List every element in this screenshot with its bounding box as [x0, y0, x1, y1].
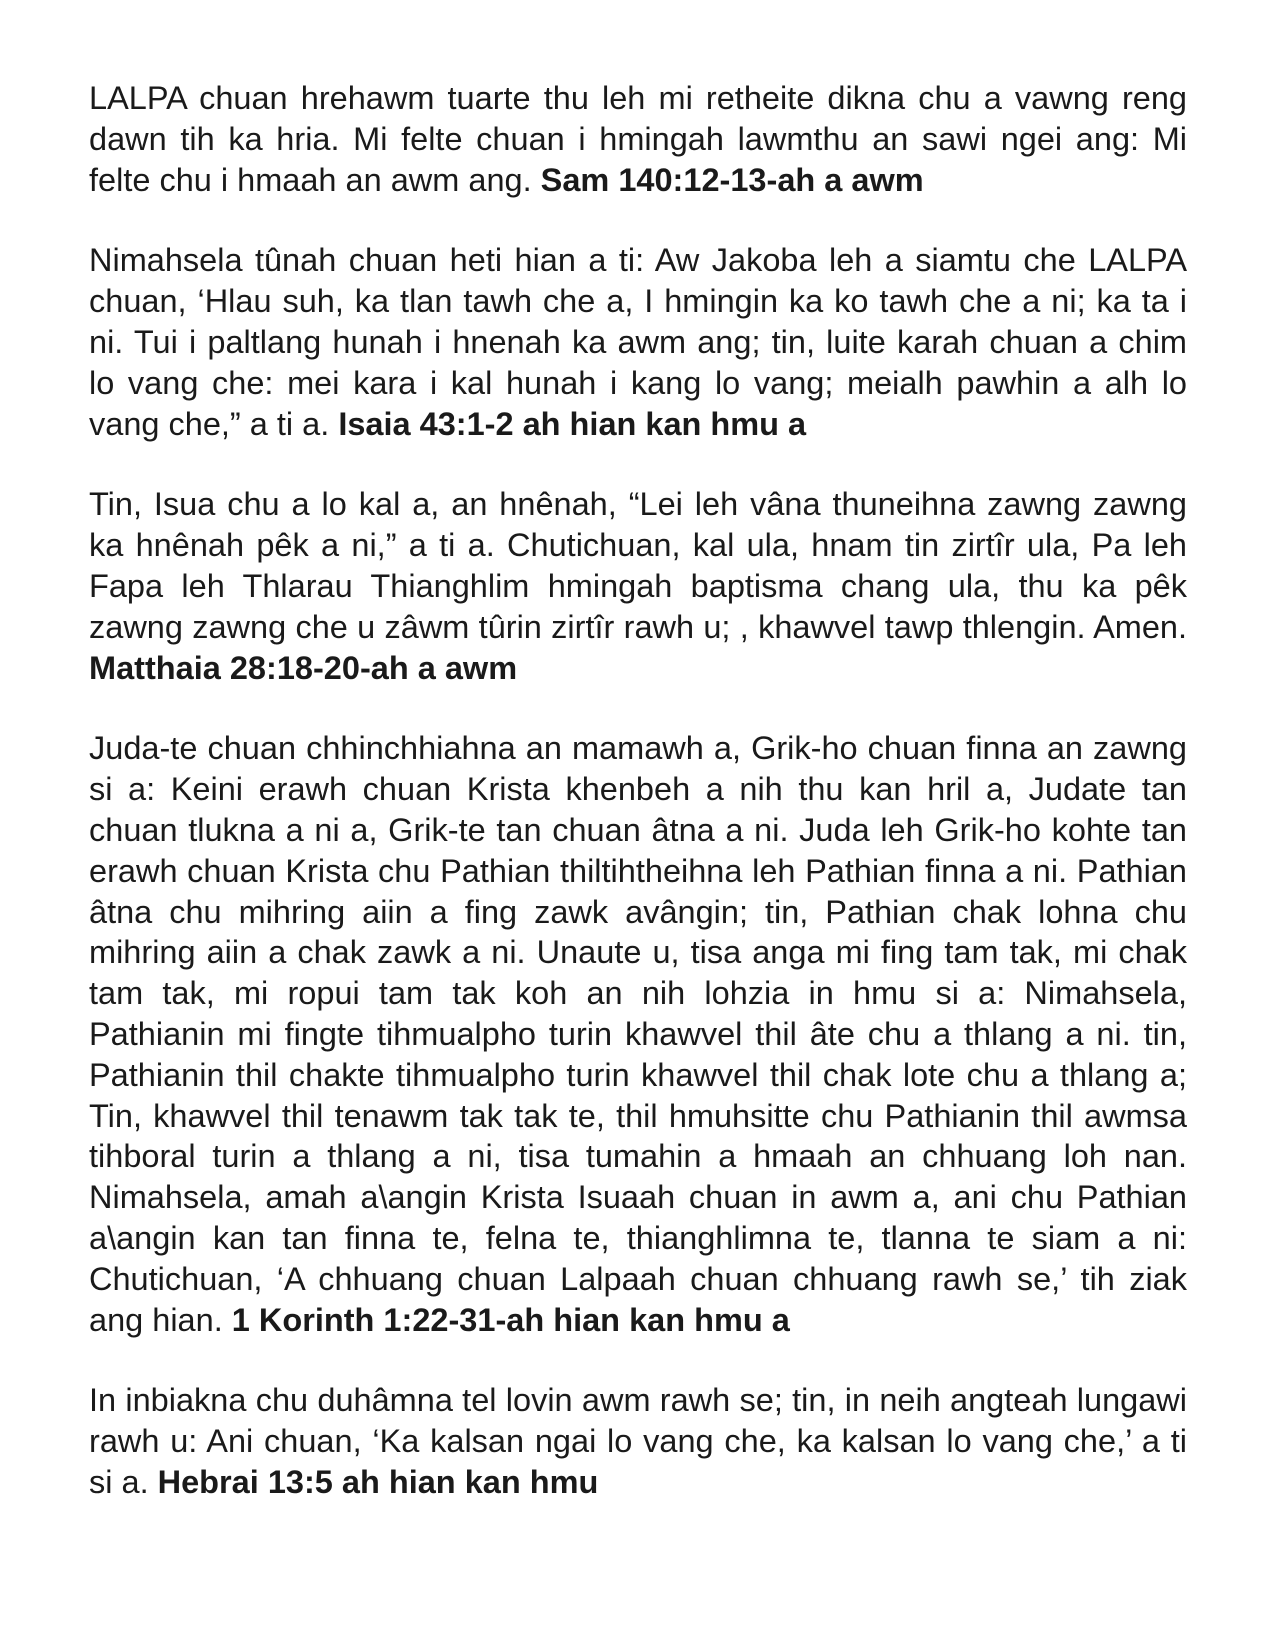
verse-text: Juda-te chuan chhinchhiahna an mamawh a, Grik-ho chuan finna an zawng si a: Keini erawh chuan Krista khenbeh a nih thu kan hril a, Judate tan chuan tlukna a ni a, Grik-te tan chuan âtna a ni. Juda leh Grik-ho kohte tan erawh chuan Krista chu Pathian thiltihtheihna leh Pathian finna a ni. Pathian âtna chu mihring aiin a fing zawk avângin; tin, Pathian chak lohna chu mihring aiin a chak zawk a ni. Unaute u, tisa anga mi fing tam tak, mi chak tam tak, mi ropui tam tak koh an nih lohzia in hmu si a: Nimahsela, Pathianin mi fingte tihmualpho turin khawvel thil âte chu a thlang a ni. tin, Pathianin thil chakte tihmualpho turin khawvel thil chak lote chu a thlang a; Tin, khawvel thil tenawm tak tak te, thil hmuhsitte chu Pathianin thil awmsa tihboral turin a thlang a ni, tisa tumahin a hmaah an chhuang loh nan. Nimahsela, amah a\angin Krista Isuaah chuan in awm a, ani chu Pathian a\angin kan tan finna te, felna te, thianghlimna te, tlanna te siam a ni: Chutichuan, ‘A chhuang chuan Lalpaah chuan chhuang rawh se,’ tih ziak ang hian. [89, 730, 1187, 1338]
verse-reference: Matthaia 28:18-20-ah a awm [89, 649, 518, 686]
verse-reference: Sam 140:12-13-ah a awm [540, 161, 924, 198]
verse-paragraph-5 [89, 1380, 1187, 1502]
verse-reference: Hebrai 13:5 ah hian kan hmu [157, 1463, 599, 1500]
verse-text: LALPA chuan hrehawm tuarte thu leh mi retheite dikna chu a vawng reng dawn tih ka hria. Mi felte chuan i hmingah lawmthu an sawi ngei ang: Mi felte chu i hmaah an awm ang. [89, 80, 1187, 198]
verse-reference: 1 Korinth 1:22-31-ah hian kan hmu a [231, 1301, 790, 1338]
verse-reference: Isaia 43:1-2 ah hian kan hmu a [338, 405, 807, 442]
verse-paragraph-2 [89, 240, 1187, 444]
verse-paragraph-3 [89, 484, 1187, 688]
verse-text: Nimahsela tûnah chuan heti hian a ti: Aw Jakoba leh a siamtu che LALPA chuan, ‘Hlau suh, ka tlan tawh che a, I hmingin ka ko tawh che a ni; ka ta i ni. Tui i paltlang hunah i hnenah ka awm ang; tin, luite karah chuan a chim lo vang che: mei kara i kal hunah i kang lo vang; meialh pawhin a alh lo vang che,” a ti a. [89, 242, 1187, 442]
document-page [89, 78, 1187, 1543]
verse-paragraph-4 [89, 728, 1187, 1340]
verse-text: Tin, Isua chu a lo kal a, an hnênah, “Lei leh vâna thuneihna zawng zawng ka hnênah pêk a ni,” a ti a. Chutichuan, kal ula, hnam tin zirtîr ula, Pa leh Fapa leh Thlarau Thianghlim hmingah baptisma chang ula, thu ka pêk zawng zawng che u zâwm tûrin zirtîr rawh u; , khawvel tawp thlengin. Amen. [89, 486, 1187, 645]
verse-paragraph-1 [89, 78, 1187, 200]
verse-text: In inbiakna chu duhâmna tel lovin awm rawh se; tin, in neih angteah lungawi rawh u: Ani chuan, ‘Ka kalsan ngai lo vang che, ka kalsan lo vang che,’ a ti si a. [89, 1382, 1187, 1500]
